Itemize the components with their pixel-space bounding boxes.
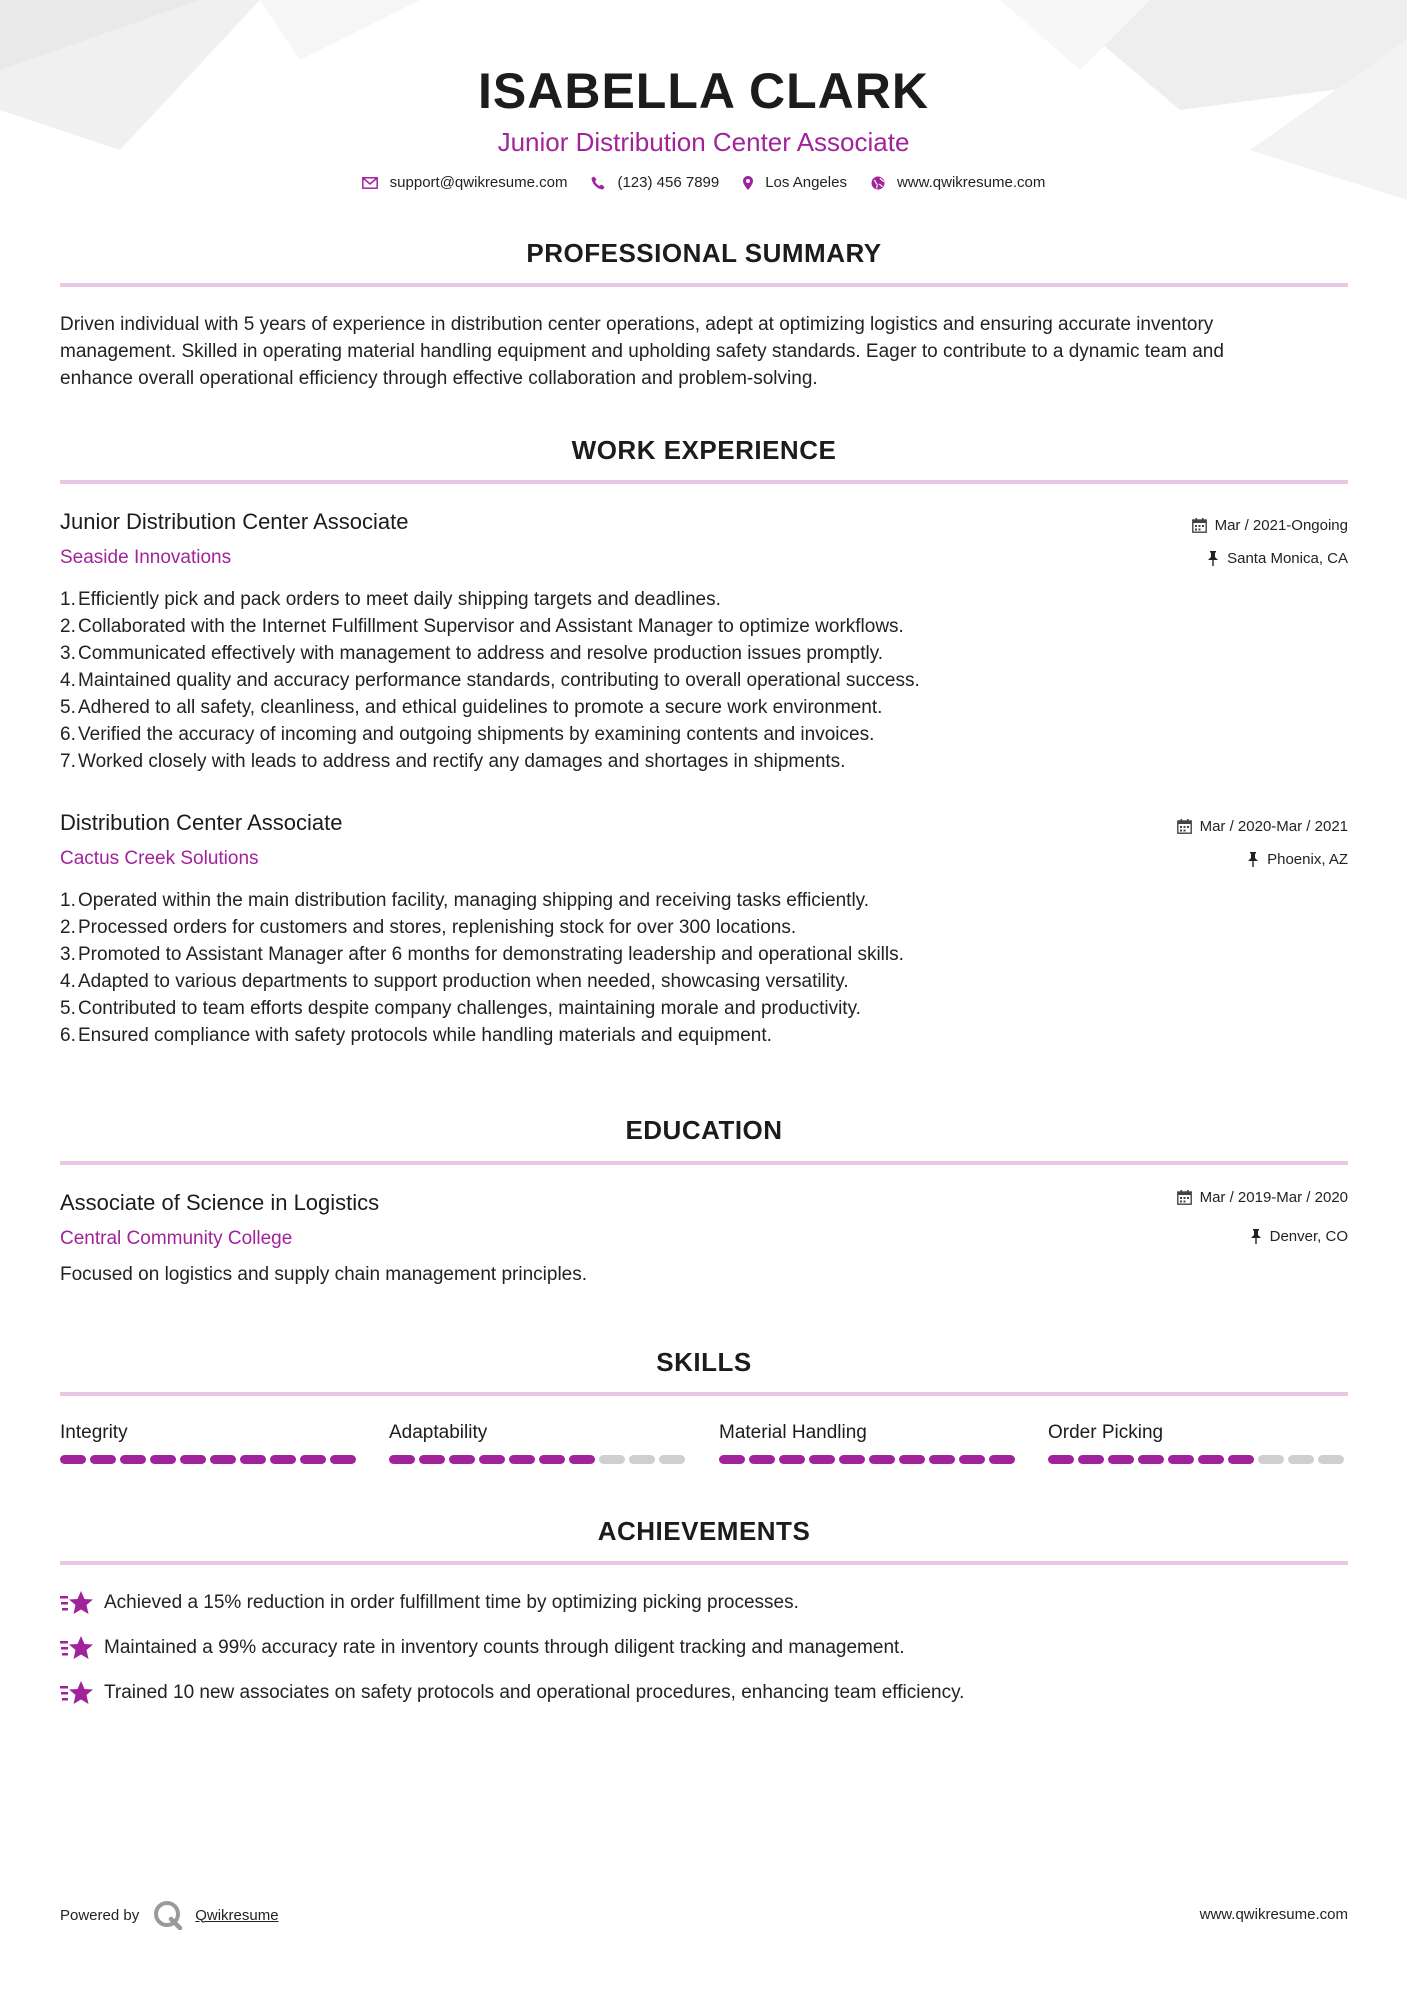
contact-email[interactable]	[362, 174, 568, 191]
phone-icon	[591, 176, 605, 190]
skill-level-segment-filled	[479, 1455, 505, 1464]
skill-level-segment-filled	[869, 1455, 895, 1464]
skill-level-segment-filled	[180, 1455, 206, 1464]
achievement-text: Achieved a 15% reduction in order fulfillment time by optimizing picking processes.	[104, 1592, 799, 1613]
list-item: 5. Contributed to team efforts despite company challenges, maintaining morale and productivity.	[60, 998, 861, 1019]
pushpin-icon	[1247, 852, 1259, 867]
envelope-icon	[362, 177, 378, 189]
skill-level-segment-filled	[899, 1455, 925, 1464]
list-item: 3. Promoted to Assistant Manager after 6 months for demonstrating leadership and operational skills.	[60, 944, 904, 965]
skill-item	[60, 1421, 360, 1464]
skill-level-segment-filled	[749, 1455, 775, 1464]
list-item: 7. Worked closely with leads to address and rectify any damages and shortages in shipments.	[60, 751, 846, 772]
skill-level-segment-filled	[150, 1455, 176, 1464]
skill-level-segment-filled	[1228, 1455, 1254, 1464]
skill-level-segment-filled	[1138, 1455, 1164, 1464]
education-dates	[1177, 1189, 1348, 1206]
skill-level-segment-filled	[1048, 1455, 1074, 1464]
candidate-name: ISABELLA CLARK	[477, 63, 929, 119]
skill-item	[1048, 1421, 1348, 1464]
education-location-text: Denver, CO	[1269, 1228, 1348, 1245]
skill-level-bar	[60, 1455, 360, 1464]
skill-level-segment-filled	[419, 1455, 445, 1464]
job-title: Distribution Center Associate	[60, 810, 343, 835]
degree-title: Associate of Science in Logistics	[60, 1190, 380, 1215]
job-location	[1207, 550, 1348, 567]
website-text: www.qwikresume.com	[896, 174, 1046, 191]
skill-level-bar	[389, 1455, 689, 1464]
skill-level-segment-filled	[1168, 1455, 1194, 1464]
star-achievement-icon	[60, 1590, 94, 1616]
summary-line: management. Skilled in operating material handling equipment and upholding safety standards. Eager to contribute to a dynamic team and	[60, 341, 1224, 362]
summary-divider	[60, 283, 1348, 287]
list-item: 1. Operated within the main distribution facility, managing shipping and receiving tasks efficiently.	[60, 890, 870, 911]
skill-level-segment-filled	[300, 1455, 326, 1464]
skills-divider	[60, 1392, 1348, 1396]
contact-location	[743, 174, 847, 191]
skill-label: Order Picking	[1048, 1422, 1164, 1443]
list-item: 1. Efficiently pick and pack orders to meet daily shipping targets and deadlines.	[60, 589, 721, 610]
calendar-icon	[1177, 1190, 1192, 1205]
phone-text: (123) 456 7899	[617, 174, 720, 191]
job-location-text: Phoenix, AZ	[1267, 851, 1348, 868]
achievements-heading: ACHIEVEMENTS	[597, 1516, 811, 1546]
education-location	[1250, 1228, 1348, 1245]
achievement-item	[60, 1680, 964, 1706]
skills-heading: SKILLS	[656, 1347, 752, 1377]
candidate-title: Junior Distribution Center Associate	[497, 127, 910, 157]
summary-line: enhance overall operational efficiency through effective collaboration and problem-solving.	[60, 368, 818, 389]
globe-icon	[871, 176, 885, 190]
skill-level-segment-filled	[569, 1455, 595, 1464]
skill-level-segment-filled	[90, 1455, 116, 1464]
email-text: support@qwikresume.com	[389, 174, 568, 191]
skill-level-segment-filled	[60, 1455, 86, 1464]
education-divider	[60, 1161, 1348, 1165]
pushpin-icon	[1207, 551, 1219, 566]
star-achievement-icon	[60, 1635, 94, 1661]
achievement-item	[60, 1635, 905, 1661]
skill-level-segment-filled	[1078, 1455, 1104, 1464]
skill-level-segment-filled	[539, 1455, 565, 1464]
experience-heading: WORK EXPERIENCE	[571, 435, 837, 465]
footer-powered-by	[60, 1900, 279, 1930]
skill-level-segment-filled	[989, 1455, 1015, 1464]
star-achievement-icon	[60, 1680, 94, 1706]
list-item: 2. Collaborated with the Internet Fulfillment Supervisor and Assistant Manager to optimize workflows.	[60, 616, 904, 637]
skill-level-segment-filled	[210, 1455, 236, 1464]
skill-level-segment-filled	[1198, 1455, 1224, 1464]
education-dates-text: Mar / 2019-Mar / 2020	[1199, 1189, 1348, 1206]
calendar-icon	[1192, 518, 1207, 533]
skill-level-segment-filled	[270, 1455, 296, 1464]
qwikresume-logo-icon	[153, 1900, 183, 1930]
skill-level-segment-filled	[719, 1455, 745, 1464]
achievement-text: Trained 10 new associates on safety protocols and operational procedures, enhancing team efficiency.	[104, 1682, 965, 1703]
achievement-item	[60, 1590, 799, 1616]
skill-level-segment-empty	[1318, 1455, 1344, 1464]
skill-label: Material Handling	[719, 1422, 867, 1443]
job-location	[1247, 851, 1348, 868]
contact-website[interactable]	[871, 174, 1045, 191]
education-heading: EDUCATION	[625, 1115, 783, 1145]
job-duties-list	[60, 586, 1350, 775]
summary-heading: PROFESSIONAL SUMMARY	[526, 238, 882, 268]
calendar-icon	[1177, 819, 1192, 834]
job-dates-text: Mar / 2021-Ongoing	[1214, 517, 1348, 534]
location-text: Los Angeles	[765, 174, 847, 191]
list-item: 3. Communicated effectively with management to address and resolve production issues promptly.	[60, 643, 884, 664]
footer-website[interactable]: www.qwikresume.com	[1199, 1906, 1348, 1923]
skill-level-segment-empty	[629, 1455, 655, 1464]
skill-level-segment-filled	[449, 1455, 475, 1464]
list-item: 4. Maintained quality and accuracy performance standards, contributing to overall operational success.	[60, 670, 920, 691]
education-description: Focused on logistics and supply chain management principles.	[60, 1264, 588, 1285]
skill-level-segment-filled	[240, 1455, 266, 1464]
list-item: 6. Ensured compliance with safety protocols while handling materials and equipment.	[60, 1025, 772, 1046]
job-dates	[1192, 517, 1348, 534]
contact-phone[interactable]	[591, 174, 719, 191]
skill-level-segment-filled	[120, 1455, 146, 1464]
contact-bar	[0, 174, 1407, 191]
summary-line: Driven individual with 5 years of experience in distribution center operations, adept at optimizing logistics and ensuring accurate inventory	[60, 314, 1214, 335]
skill-label: Adaptability	[389, 1422, 488, 1443]
skill-level-bar	[1048, 1455, 1348, 1464]
job-dates-text: Mar / 2020-Mar / 2021	[1199, 818, 1348, 835]
powered-by-text: Powered by	[60, 1906, 140, 1924]
skill-label: Integrity	[60, 1422, 128, 1443]
skill-level-segment-filled	[389, 1455, 415, 1464]
skill-item	[389, 1421, 689, 1464]
skill-level-segment-filled	[1108, 1455, 1134, 1464]
experience-divider	[60, 480, 1348, 484]
pushpin-icon	[1250, 1229, 1262, 1244]
school-name: Central Community College	[60, 1228, 293, 1249]
map-pin-icon	[743, 176, 753, 190]
job-company: Cactus Creek Solutions	[60, 848, 259, 869]
job-title: Junior Distribution Center Associate	[60, 509, 409, 534]
summary-text	[60, 311, 1350, 392]
skill-level-segment-empty	[1288, 1455, 1314, 1464]
job-duties-list	[60, 887, 1350, 1049]
skill-level-segment-empty	[599, 1455, 625, 1464]
skill-level-segment-empty	[659, 1455, 685, 1464]
skill-level-segment-filled	[809, 1455, 835, 1464]
skill-level-bar	[719, 1455, 1019, 1464]
skill-level-segment-filled	[959, 1455, 985, 1464]
skill-level-segment-filled	[839, 1455, 865, 1464]
achievement-text: Maintained a 99% accuracy rate in inventory counts through diligent tracking and management.	[104, 1637, 905, 1658]
list-item: 4. Adapted to various departments to support production when needed, showcasing versatility.	[60, 971, 849, 992]
list-item: 5. Adhered to all safety, cleanliness, and ethical guidelines to promote a secure work environment.	[60, 697, 883, 718]
brand-link[interactable]: Qwikresume	[195, 1906, 279, 1924]
skill-level-segment-filled	[779, 1455, 805, 1464]
job-location-text: Santa Monica, CA	[1227, 550, 1348, 567]
list-item: 6. Verified the accuracy of incoming and outgoing shipments by examining contents and invoices.	[60, 724, 875, 745]
resume-header	[0, 58, 1407, 191]
skill-level-segment-filled	[330, 1455, 356, 1464]
job-dates	[1177, 818, 1348, 835]
job-company: Seaside Innovations	[60, 547, 232, 568]
skill-level-segment-empty	[1258, 1455, 1284, 1464]
list-item: 2. Processed orders for customers and stores, replenishing stock for over 300 locations.	[60, 917, 797, 938]
skill-level-segment-filled	[509, 1455, 535, 1464]
skill-level-segment-filled	[929, 1455, 955, 1464]
skill-item	[719, 1421, 1019, 1464]
achievements-divider	[60, 1561, 1348, 1565]
